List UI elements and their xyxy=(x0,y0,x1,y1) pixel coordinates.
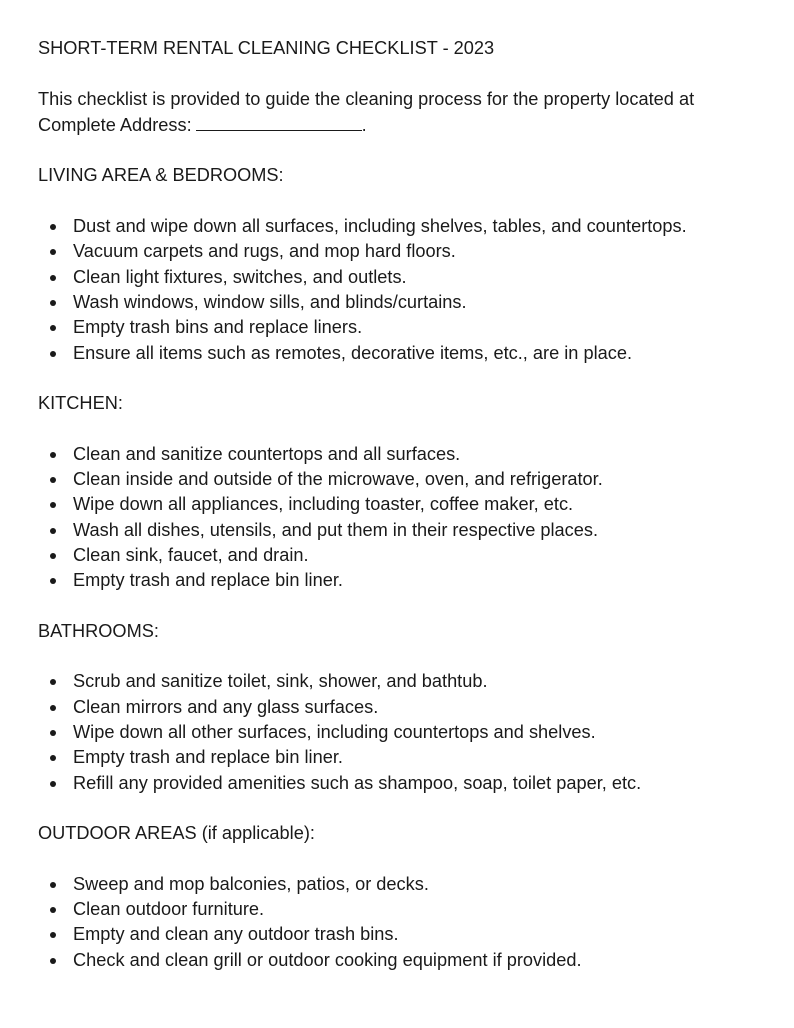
checklist-item: Scrub and sanitize toilet, sink, shower, and bathtub. xyxy=(38,669,774,694)
address-label: Complete Address: xyxy=(38,114,192,135)
checklist xyxy=(38,442,774,594)
intro-paragraph xyxy=(38,87,774,139)
checklist-item: Clean light fixtures, switches, and outlets. xyxy=(38,265,774,290)
checklist-item: Wash all dishes, utensils, and put them in their respective places. xyxy=(38,518,774,543)
document-title: SHORT-TERM RENTAL CLEANING CHECKLIST - 2023 xyxy=(38,38,495,58)
checklist xyxy=(38,669,774,795)
checklist-item: Empty trash and replace bin liner. xyxy=(38,745,774,770)
checklist-item: Empty trash bins and replace liners. xyxy=(38,315,774,340)
checklist-item: Refill any provided amenities such as shampoo, soap, toilet paper, etc. xyxy=(38,771,774,796)
address-blank-field xyxy=(196,112,362,131)
checklist-item: Ensure all items such as remotes, decorative items, etc., are in place. xyxy=(38,341,774,366)
address-line xyxy=(38,112,774,138)
section-heading: KITCHEN: xyxy=(38,393,123,414)
checklist-item: Wipe down all other surfaces, including countertops and shelves. xyxy=(38,720,774,745)
checklist-item: Clean outdoor furniture. xyxy=(38,897,774,922)
section-heading: LIVING AREA & BEDROOMS: xyxy=(38,165,284,186)
checklist-item: Sweep and mop balconies, patios, or decks. xyxy=(38,872,774,897)
section-heading: OUTDOOR AREAS (if applicable): xyxy=(38,823,315,844)
checklist-item: Clean mirrors and any glass surfaces. xyxy=(38,695,774,720)
checklist-item: Empty trash and replace bin liner. xyxy=(38,568,774,593)
checklist-item: Wash windows, window sills, and blinds/curtains. xyxy=(38,290,774,315)
checklist xyxy=(38,872,774,973)
checklist-item: Clean inside and outside of the microwave, oven, and refrigerator. xyxy=(38,467,774,492)
checklist-item: Dust and wipe down all surfaces, including shelves, tables, and countertops. xyxy=(38,214,774,239)
address-period: . xyxy=(361,114,367,135)
section-heading: BATHROOMS: xyxy=(38,620,159,641)
checklist xyxy=(38,214,774,366)
checklist-item: Wipe down all appliances, including toaster, coffee maker, etc. xyxy=(38,492,774,517)
checklist-item: Vacuum carpets and rugs, and mop hard floors. xyxy=(38,239,774,264)
checklist-item: Check and clean grill or outdoor cooking equipment if provided. xyxy=(38,948,774,973)
checklist-item: Clean sink, faucet, and drain. xyxy=(38,543,774,568)
checklist-item: Clean and sanitize countertops and all surfaces. xyxy=(38,442,774,467)
intro-line: This checklist is provided to guide the cleaning process for the property located at xyxy=(38,88,695,109)
checklist-item: Empty and clean any outdoor trash bins. xyxy=(38,922,774,947)
